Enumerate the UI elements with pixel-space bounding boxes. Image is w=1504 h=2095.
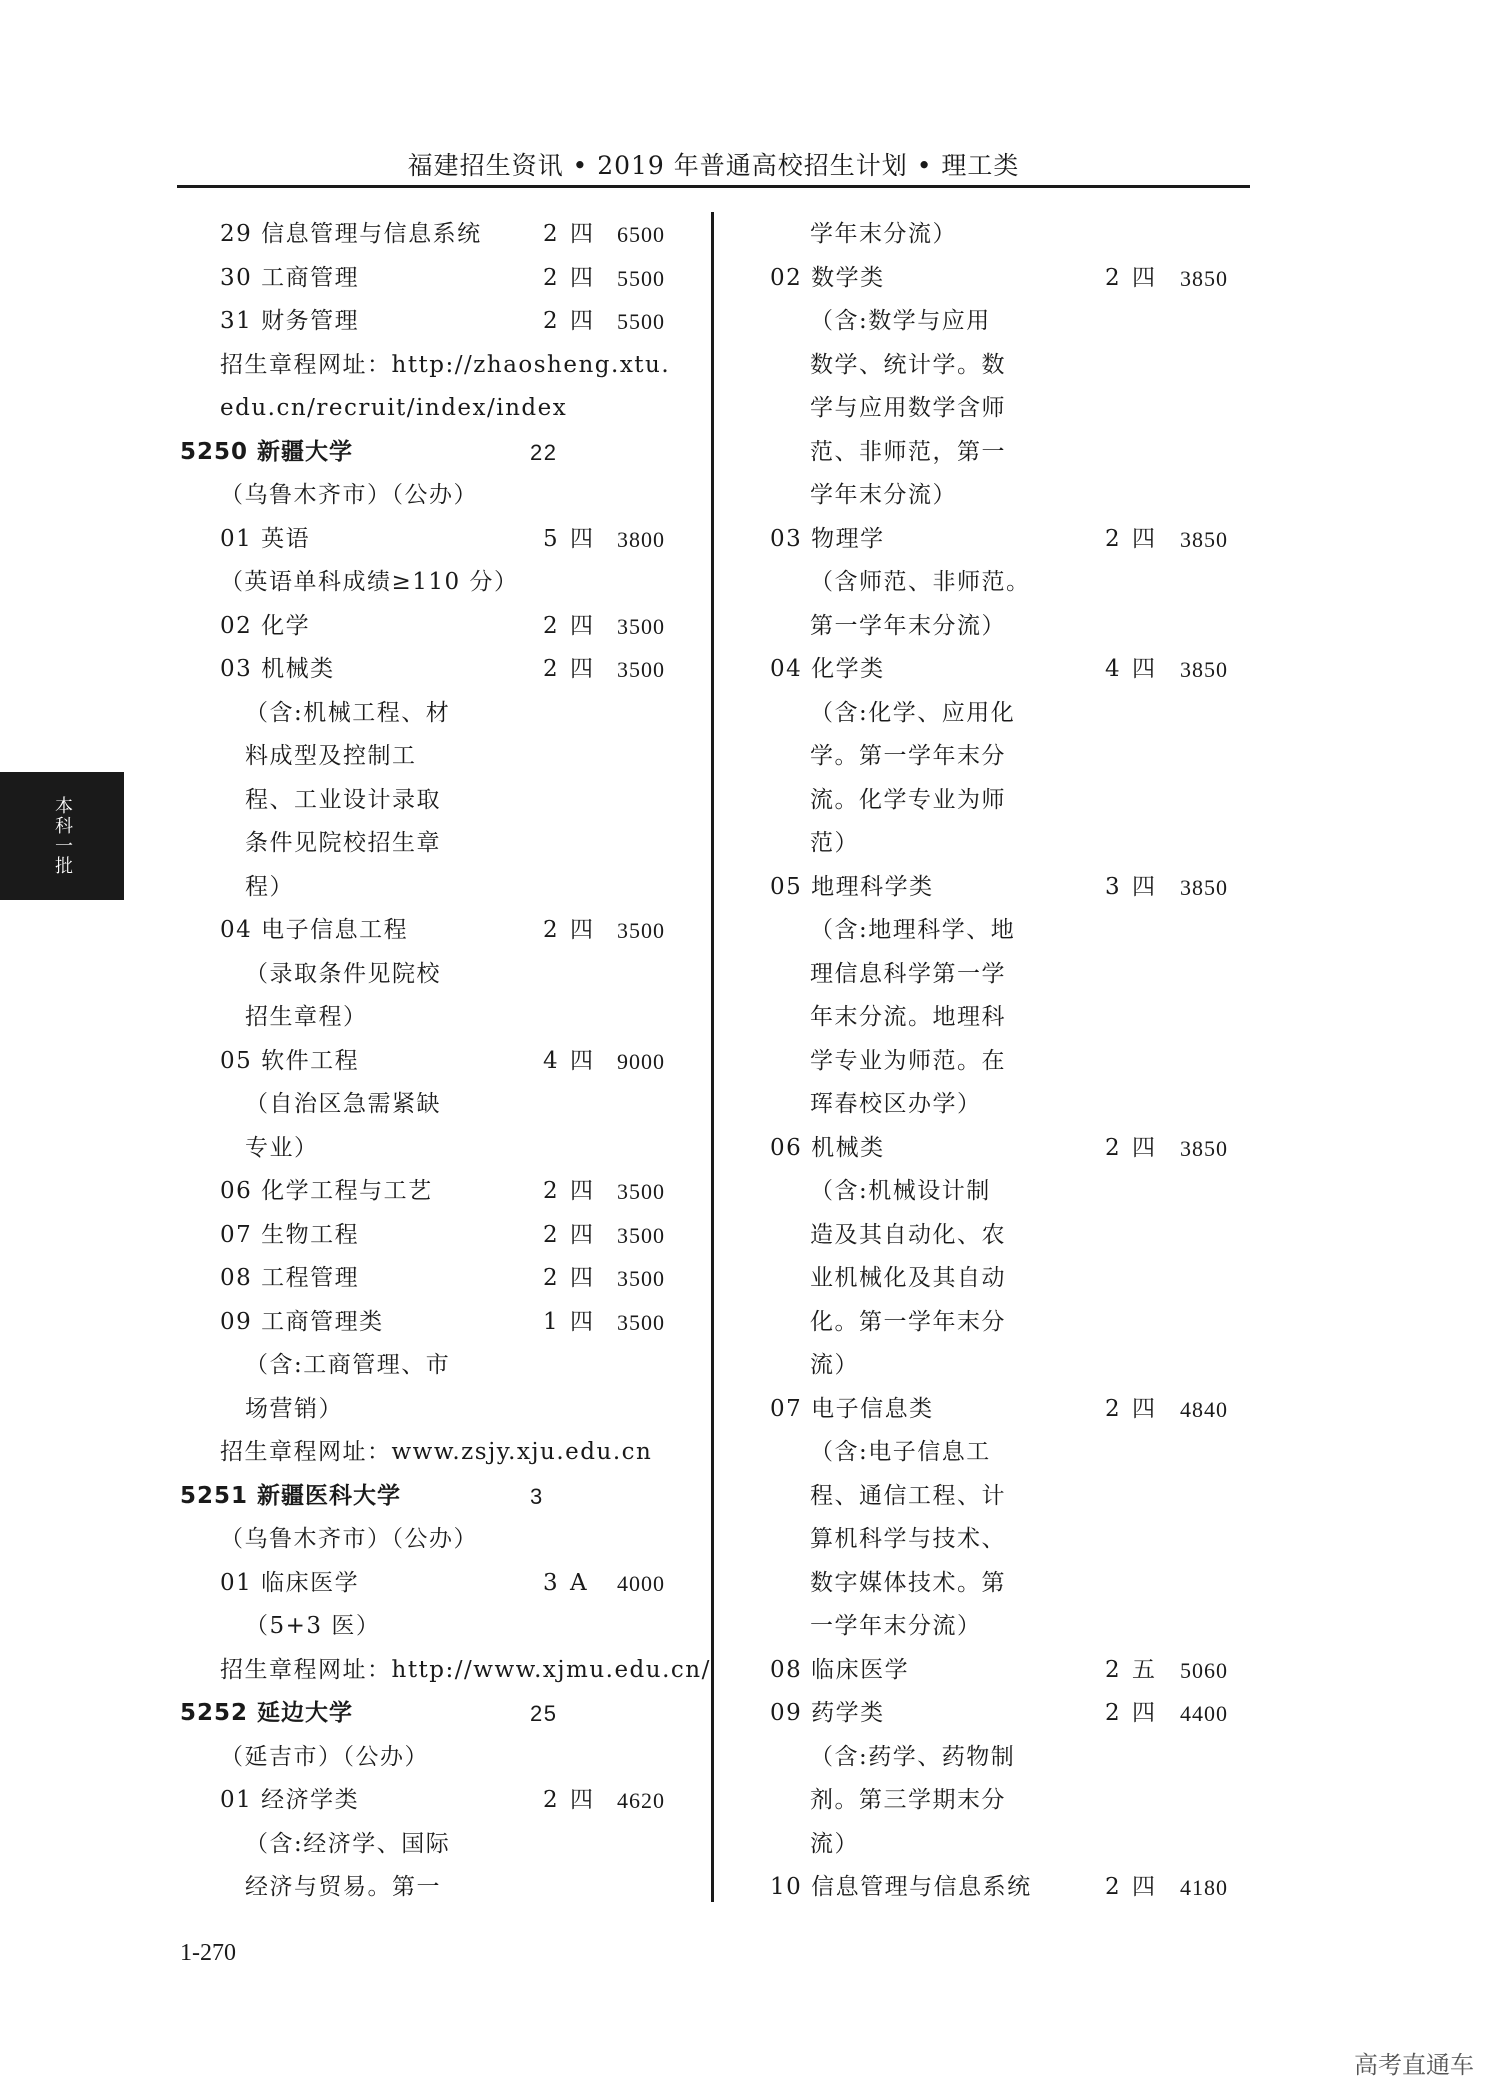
entry-text: 料成型及控制工 [245, 743, 417, 769]
entry-text: edu.cn/recruit/index/index [220, 395, 568, 421]
entry-text: 范） [810, 830, 859, 856]
major-row [180, 1779, 680, 1823]
note-line [180, 1083, 680, 1127]
entry-text: （含:机械设计制 [810, 1178, 991, 1204]
entry-text: 年末分流。地理科 [810, 1004, 1006, 1030]
plan-count: 2 [1105, 1874, 1122, 1900]
note-line [180, 822, 680, 866]
entry-text: 范、非师范，第一 [810, 438, 1006, 465]
page-header: 福建招生资讯 • 2019 年普通高校招生计划 • 理工类 [407, 151, 1020, 180]
entry-text: 招生章程网址：http://zhaosheng.xtu. [220, 351, 671, 378]
tuition-fee: 5060 [1180, 1657, 1228, 1683]
plan-count: 4 [543, 1047, 560, 1074]
major-row [180, 909, 680, 953]
tuition-fee: 4400 [1180, 1701, 1228, 1726]
plan-count: 2 [1105, 525, 1122, 552]
study-length: 四 [570, 917, 595, 943]
entry-text: 08 工程管理 [220, 1265, 360, 1291]
entry-text: 招生章程） [245, 1004, 368, 1030]
tuition-fee: 3500 [617, 1179, 665, 1204]
major-row [180, 257, 680, 301]
study-length: 四 [570, 1047, 595, 1074]
study-length: 四 [1132, 1134, 1157, 1161]
note-line [770, 1431, 1250, 1475]
entry-text: 程、工业设计录取 [245, 786, 441, 813]
note-line [770, 1475, 1250, 1519]
tuition-fee: 6500 [617, 222, 665, 247]
tuition-fee: 3850 [1180, 657, 1228, 682]
entry-text: 学年末分流） [810, 221, 957, 247]
entry-text: 流） [810, 1830, 859, 1857]
plan-count: 1 [543, 1308, 560, 1335]
entry-text: （含:机械工程、材 [245, 699, 451, 726]
plan-count: 3 [530, 1483, 544, 1509]
major-row [180, 300, 680, 344]
study-length: 四 [1132, 264, 1157, 291]
study-length: 四 [570, 1787, 595, 1813]
note-line [180, 1823, 680, 1867]
entry-text: （自治区急需紧缺 [245, 1091, 441, 1117]
tuition-fee: 3500 [617, 1222, 665, 1248]
entry-text: 01 临床医学 [220, 1569, 360, 1596]
plan-count: 2 [543, 656, 560, 682]
note-line [180, 953, 680, 997]
entry-text: （含:工商管理、市 [245, 1352, 451, 1378]
major-row [770, 1692, 1250, 1736]
plan-count: 4 [1105, 656, 1122, 682]
entry-text: 07 生物工程 [220, 1221, 360, 1248]
plan-count: 25 [530, 1701, 558, 1726]
study-length: 四 [1132, 1874, 1157, 1900]
study-length: 四 [570, 1265, 595, 1291]
major-row [180, 648, 680, 692]
plan-count: 5 [543, 525, 560, 552]
note-line [770, 953, 1250, 997]
note-line [770, 1562, 1250, 1606]
entry-text: 10 信息管理与信息系统 [770, 1874, 1032, 1900]
tuition-fee: 3800 [617, 526, 665, 552]
watermark: 高考直通车 [1354, 2051, 1474, 2079]
study-length: 四 [1132, 873, 1157, 900]
entry-text: （含师范、非师范。 [810, 569, 1031, 595]
note-line [770, 1257, 1250, 1301]
major-row [180, 1562, 680, 1606]
study-length: 四 [570, 221, 595, 247]
plan-count: 22 [530, 439, 558, 465]
tuition-fee: 3500 [617, 1266, 665, 1291]
study-length: 五 [1132, 1656, 1157, 1683]
plan-count: 3 [543, 1569, 560, 1596]
entry-text: （含:数学与应用 [810, 308, 991, 334]
note-line [180, 1388, 680, 1432]
university-row [180, 431, 680, 475]
entry-text: （含:药学、药物制 [810, 1743, 1016, 1770]
tuition-fee: 4180 [1180, 1875, 1228, 1900]
plan-count: 3 [1105, 873, 1122, 900]
entry-text: 专业） [245, 1134, 319, 1161]
entry-text: 05 软件工程 [220, 1047, 360, 1074]
study-length: 四 [570, 1178, 595, 1204]
note-line [180, 387, 680, 431]
note-line [770, 1736, 1250, 1780]
entry-text: 04 电子信息工程 [220, 917, 409, 943]
entry-text: （含:电子信息工 [810, 1439, 991, 1465]
study-length: 四 [570, 612, 595, 639]
tuition-fee: 5500 [617, 309, 665, 334]
study-length: 四 [570, 308, 595, 334]
major-row [180, 1040, 680, 1084]
tuition-fee: 3500 [617, 657, 665, 682]
plan-count: 2 [543, 1221, 560, 1248]
major-row [770, 866, 1250, 910]
tuition-fee: 9000 [617, 1048, 665, 1074]
university-row [180, 1475, 680, 1519]
header-rule [177, 185, 1250, 188]
tuition-fee: 3500 [617, 613, 665, 639]
plan-count: 2 [543, 1265, 560, 1291]
tuition-fee: 3850 [1180, 874, 1228, 900]
study-length: 四 [570, 656, 595, 682]
page-number: 1-270 [180, 1940, 236, 1966]
entry-text: 理信息科学第一学 [810, 960, 1006, 987]
tuition-fee: 5500 [617, 265, 665, 291]
plan-count: 2 [543, 1178, 560, 1204]
entry-text: 09 工商管理类 [220, 1308, 384, 1335]
entry-text: 06 化学工程与工艺 [220, 1178, 433, 1204]
note-line [180, 1431, 680, 1475]
note-line [770, 1301, 1250, 1345]
entry-text: 珲春校区办学） [810, 1091, 982, 1117]
entry-text: 30 工商管理 [220, 264, 360, 291]
plan-count: 2 [543, 612, 560, 639]
major-row [180, 1257, 680, 1301]
major-row [180, 518, 680, 562]
entry-text: 流。化学专业为师 [810, 786, 1006, 813]
entry-text: 学年末分流） [810, 482, 957, 508]
note-line [770, 1823, 1250, 1867]
university-row [180, 1692, 680, 1736]
entry-text: 06 机械类 [770, 1134, 885, 1161]
note-line [770, 1518, 1250, 1562]
tuition-fee: 3850 [1180, 1135, 1228, 1161]
entry-text: 招生章程网址：www.zsjy.xju.edu.cn [220, 1439, 653, 1465]
entry-text: 学与应用数学含师 [810, 395, 1006, 421]
note-line [180, 344, 680, 388]
major-row [770, 1866, 1250, 1910]
note-line [770, 1170, 1250, 1214]
note-line [770, 692, 1250, 736]
note-line [770, 996, 1250, 1040]
entry-text: 数学、统计学。数 [810, 351, 1006, 378]
major-row [770, 257, 1250, 301]
major-row [180, 1301, 680, 1345]
note-line [180, 474, 680, 518]
study-length: 四 [570, 264, 595, 291]
note-line [180, 1344, 680, 1388]
note-line [180, 866, 680, 910]
entry-text: 第一学年末分流） [810, 612, 1006, 639]
major-row [770, 1127, 1250, 1171]
major-row [770, 518, 1250, 562]
plan-count: 2 [543, 1787, 560, 1813]
entry-text: 02 化学 [220, 612, 311, 639]
tuition-fee: 4000 [617, 1570, 665, 1596]
entry-text: 学专业为师范。在 [810, 1047, 1006, 1074]
note-line [770, 561, 1250, 605]
entry-text: 04 化学类 [770, 656, 885, 682]
university-name: 5252 延边大学 [180, 1700, 354, 1726]
note-line [770, 1214, 1250, 1258]
entry-text: 08 临床医学 [770, 1656, 910, 1683]
major-row [180, 605, 680, 649]
entry-text: （英语单科成绩≥110 分） [220, 569, 519, 595]
plan-count: 2 [543, 221, 560, 247]
note-line [180, 692, 680, 736]
entry-text: （录取条件见院校 [245, 960, 441, 987]
major-row [770, 648, 1250, 692]
note-line [180, 1518, 680, 1562]
note-line [770, 779, 1250, 823]
entry-text: （含:经济学、国际 [245, 1830, 451, 1857]
major-row [180, 1214, 680, 1258]
entry-text: （含:地理科学、地 [810, 917, 1016, 943]
note-line [180, 561, 680, 605]
note-line [770, 1779, 1250, 1823]
entry-text: 造及其自动化、农 [810, 1221, 1006, 1248]
entry-text: 经济与贸易。第一 [245, 1874, 441, 1900]
study-length: 四 [570, 1308, 595, 1335]
plan-count: 2 [1105, 264, 1122, 291]
entry-text: 03 机械类 [220, 656, 335, 682]
side-tab-label: 本科一批 [52, 796, 73, 876]
study-length: 四 [1132, 1700, 1157, 1726]
plan-count: 2 [1105, 1134, 1122, 1161]
entry-text: 场营销） [245, 1395, 343, 1422]
section-side-tab [0, 772, 124, 900]
note-line [770, 344, 1250, 388]
major-row [180, 1170, 680, 1214]
university-name: 5251 新疆医科大学 [180, 1482, 402, 1509]
tuition-fee: 3500 [617, 1309, 665, 1335]
major-row [180, 213, 680, 257]
entry-text: （5+3 医） [245, 1613, 381, 1639]
entry-text: （含:化学、应用化 [810, 699, 1016, 726]
tuition-fee: 3850 [1180, 265, 1228, 291]
tuition-fee: 4620 [617, 1788, 665, 1813]
note-line [770, 1040, 1250, 1084]
right-column [770, 213, 1250, 1910]
entry-text: 条件见院校招生章 [245, 830, 441, 856]
note-line [770, 474, 1250, 518]
note-line [180, 735, 680, 779]
tuition-fee: 3500 [617, 918, 665, 943]
note-line [770, 1605, 1250, 1649]
university-name: 5250 新疆大学 [180, 438, 354, 465]
note-line [180, 996, 680, 1040]
note-line [770, 213, 1250, 257]
entry-text: （延吉市）（公办） [220, 1743, 429, 1770]
plan-count: 2 [543, 264, 560, 291]
note-line [770, 909, 1250, 953]
entry-text: 数字媒体技术。第 [810, 1569, 1006, 1596]
plan-count: 2 [543, 308, 560, 334]
study-length: 四 [570, 1221, 595, 1248]
note-line [770, 822, 1250, 866]
entry-text: 01 英语 [220, 525, 311, 552]
entry-text: （乌鲁木齐市）（公办） [220, 482, 478, 508]
entry-text: 29 信息管理与信息系统 [220, 221, 482, 247]
entry-text: 01 经济学类 [220, 1787, 360, 1813]
entry-text: 招生章程网址：http://www.xjmu.edu.cn/ [220, 1656, 711, 1683]
entry-text: 流） [810, 1352, 859, 1378]
note-line [770, 1344, 1250, 1388]
entry-text: 03 物理学 [770, 525, 885, 552]
plan-count: 2 [1105, 1700, 1122, 1726]
study-length: 四 [1132, 525, 1157, 552]
entry-text: 一学年末分流） [810, 1613, 982, 1639]
note-line [770, 605, 1250, 649]
plan-count: 2 [543, 917, 560, 943]
note-line [180, 1649, 711, 1693]
study-length: 四 [570, 525, 595, 552]
note-line [180, 1127, 680, 1171]
tuition-fee: 3850 [1180, 526, 1228, 552]
major-row [770, 1388, 1250, 1432]
entry-text: 学。第一学年末分 [810, 743, 1006, 769]
entry-text: 31 财务管理 [220, 308, 360, 334]
study-length: 四 [1132, 656, 1157, 682]
entry-text: 业机械化及其自动 [810, 1265, 1006, 1291]
entry-text: 算机科学与技术、 [810, 1526, 1006, 1552]
entry-text: 02 数学类 [770, 264, 885, 291]
note-line [180, 779, 680, 823]
note-line [770, 431, 1250, 475]
entry-text: 剂。第三学期末分 [810, 1787, 1006, 1813]
note-line [770, 735, 1250, 779]
entry-text: 化。第一学年末分 [810, 1308, 1006, 1335]
note-line [180, 1605, 680, 1649]
entry-text: 05 地理科学类 [770, 873, 934, 900]
column-divider [711, 212, 714, 1902]
tuition-fee: 4840 [1180, 1396, 1228, 1422]
note-line [770, 387, 1250, 431]
note-line [770, 300, 1250, 344]
plan-count: 2 [1105, 1656, 1122, 1683]
entry-text: 09 药学类 [770, 1700, 885, 1726]
entry-text: （乌鲁木齐市）（公办） [220, 1526, 478, 1552]
left-column [180, 213, 711, 1910]
note-line [180, 1736, 680, 1780]
study-length: A [570, 1569, 589, 1596]
entry-text: 程） [245, 873, 294, 900]
note-line [180, 1866, 680, 1910]
entry-text: 07 电子信息类 [770, 1395, 934, 1422]
entry-text: 程、通信工程、计 [810, 1482, 1006, 1509]
note-line [770, 1083, 1250, 1127]
study-length: 四 [1132, 1395, 1157, 1422]
plan-count: 2 [1105, 1395, 1122, 1422]
major-row [770, 1649, 1250, 1693]
